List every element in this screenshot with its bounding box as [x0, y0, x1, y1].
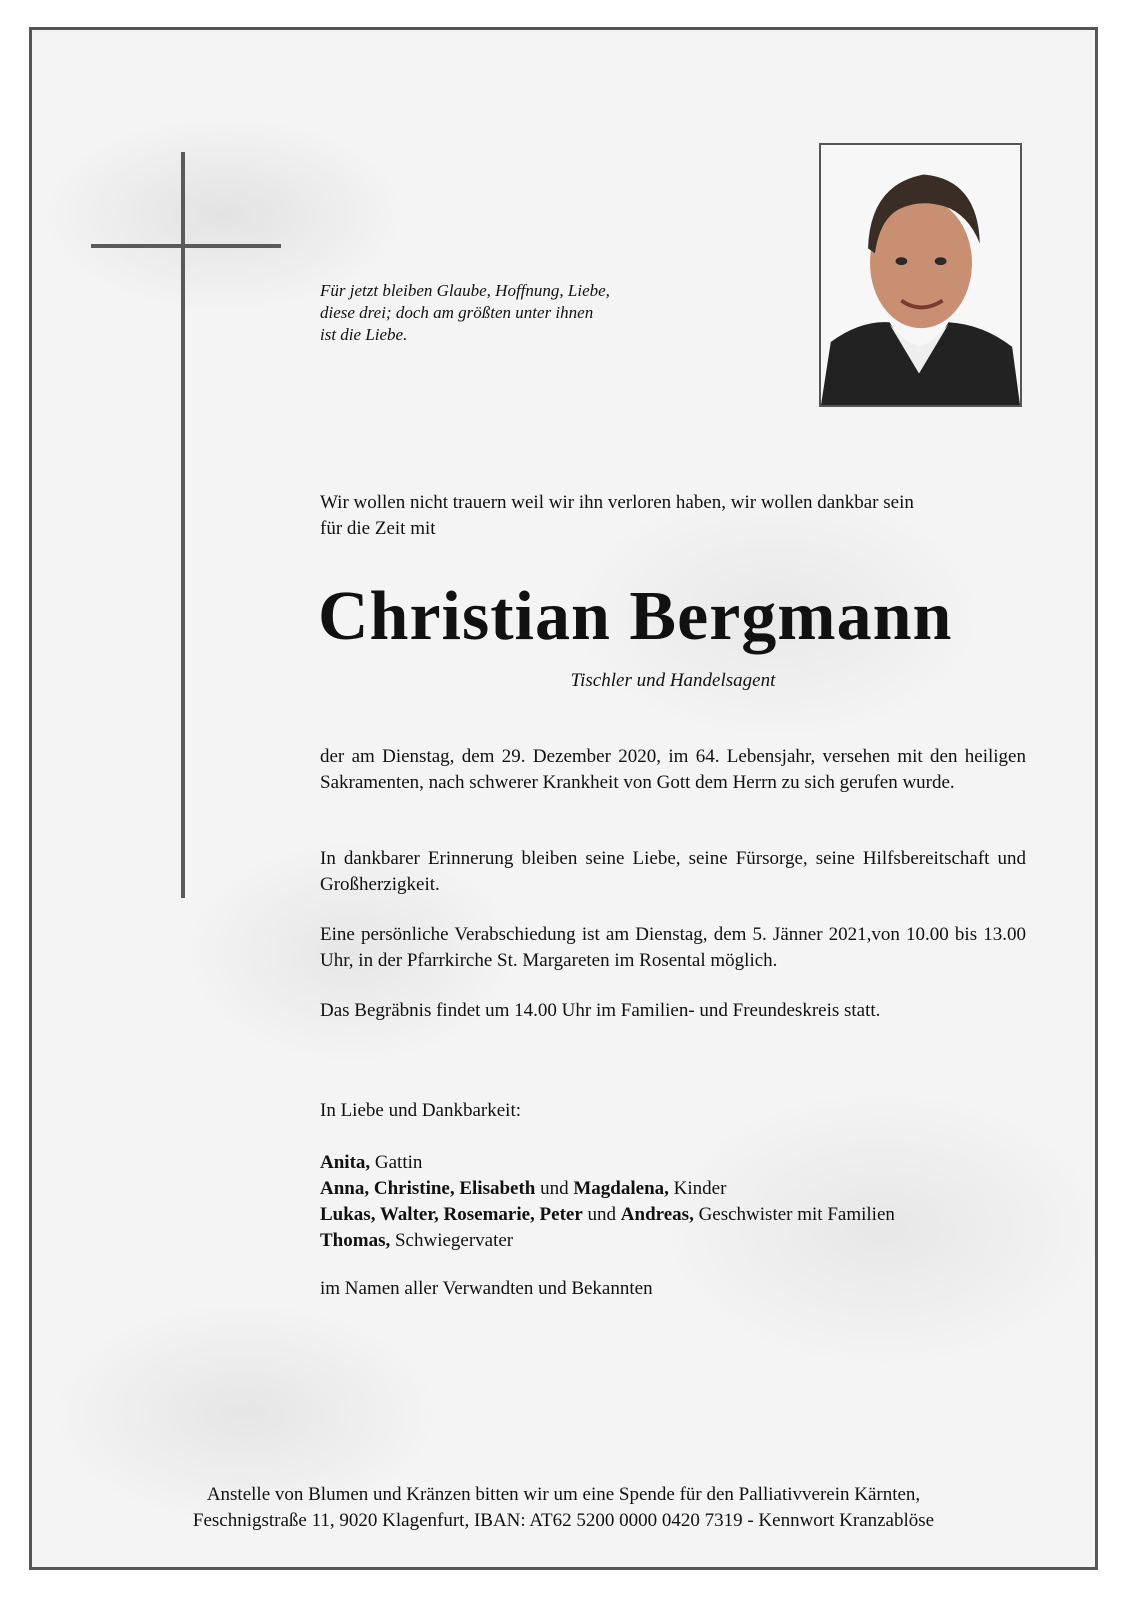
- intro-text: [320, 490, 1026, 542]
- memory-paragraph: In dankbarer Erinnerung bleiben seine Liebe, seine Fürsorge, seine Hilfsbereitschaft und Großherzigkeit.: [320, 848, 1026, 895]
- mourner-names: Andreas,: [620, 1204, 694, 1225]
- farewell-paragraph: Eine persönliche Verabschiedung ist am Dienstag, dem 5. Jänner 2021,von 10.00 bis 13.00 Uhr, in der Pfarrkirche St. Margareten im Rosental möglich.: [320, 924, 1026, 971]
- mourners-list: [320, 1150, 895, 1254]
- mourner-row: [320, 1202, 895, 1228]
- quote-line: ist die Liebe.: [320, 325, 408, 344]
- donation-line: Feschnigstraße 11, 9020 Klagenfurt, IBAN: AT62 5200 0000 0420 7319 - Kennwort Kranzablöse: [192, 1510, 935, 1531]
- quote-line: Für jetzt bleiben Glaube, Hoffnung, Liebe,: [320, 281, 610, 300]
- mourner-names: Anna, Christine, Elisabeth: [320, 1178, 536, 1199]
- death-paragraph: der am Dienstag, dem 29. Dezember 2020, im 64. Lebensjahr, versehen mit den heiligen Sakramenten, nach schwerer Krankheit von Gott dem Herrn zu sich gerufen wurde.: [320, 746, 1026, 793]
- mourner-names: Magdalena,: [573, 1178, 669, 1199]
- portrait-photo: [819, 143, 1022, 407]
- funeral-paragraph: Das Begräbnis findet um 14.00 Uhr im Familien- und Freundeskreis statt.: [320, 1000, 881, 1021]
- mourner-row: [320, 1228, 895, 1254]
- thanks-line: In Liebe und Dankbarkeit:: [320, 1100, 522, 1121]
- mourner-names: Anita,: [320, 1152, 371, 1173]
- mourner-names: Lukas, Walter, Rosemarie, Peter: [320, 1204, 583, 1225]
- bible-quote: [320, 280, 740, 346]
- mourner-names: Thomas,: [320, 1230, 391, 1251]
- deceased-profession: Tischler und Handelsagent: [570, 670, 776, 691]
- mourner-row: [320, 1176, 895, 1202]
- mourner-relation: Geschwister mit Familien: [693, 1204, 895, 1225]
- donation-line: Anstelle von Blumen und Kränzen bitten wir um eine Spende für den Palliativverein Kärnten,: [206, 1484, 921, 1505]
- mourner-relation: Kinder: [668, 1178, 727, 1199]
- cross-icon: [181, 152, 185, 898]
- mourner-relation: Gattin: [370, 1152, 423, 1173]
- intro-line: Wir wollen nicht trauern weil wir ihn verloren haben, wir wollen dankbar sein: [320, 492, 914, 513]
- intro-line: für die Zeit mit: [320, 518, 436, 539]
- deceased-name: Christian Bergmann: [318, 578, 953, 655]
- closing-line: im Namen aller Verwandten und Bekannten: [320, 1278, 653, 1299]
- quote-line: diese drei; doch am größten unter ihnen: [320, 303, 594, 322]
- mourner-conj: und: [582, 1204, 621, 1225]
- cross-icon-bar: [91, 244, 281, 248]
- mourner-row: [320, 1150, 895, 1176]
- mourner-relation: Schwiegervater: [390, 1230, 514, 1251]
- donation-notice: [29, 1482, 1098, 1534]
- mourner-conj: und: [535, 1178, 574, 1199]
